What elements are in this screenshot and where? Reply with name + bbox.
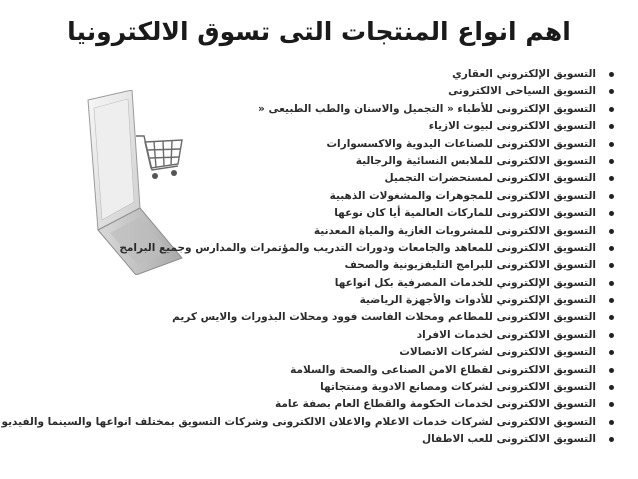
list-item-text: التسويق الالكترونى لخدمات الحكومة والقطاع العام بصفة عامة: [275, 398, 596, 411]
list-item: [58, 292, 618, 309]
list-item-text: التسويق الالكترونى للمطاعم ومحلات الفاست فوود ومحلات البذورات والايس كريم: [172, 311, 596, 324]
bullet-icon: [609, 124, 614, 129]
list-item: [58, 66, 618, 83]
list-item-text: التسويق الالكترونى لقطاع الامن الصناعى والصحة والسلامة: [290, 363, 596, 376]
bullet-icon: [609, 142, 614, 147]
bullet-icon: [609, 402, 614, 407]
bullet-icon: [609, 368, 614, 373]
list-item: [58, 362, 618, 379]
bullet-icon: [609, 315, 614, 320]
bullet-icon: [609, 194, 614, 199]
bullet-icon: [609, 350, 614, 355]
list-item-text: التسويق الالكترونى للمعاهد والجامعات ودورات التدريب والمؤتمرات والمدارس وجميع البرامج: [119, 241, 596, 254]
list-item-text: التسويق الإلكتروني العقاري: [452, 68, 596, 80]
slide-title: اهم انواع المنتجات التى تسوق الالكترونيا: [67, 17, 571, 46]
bullet-icon: [609, 437, 614, 442]
list-item: [58, 188, 618, 205]
list-item-text: التسويق الالكترونى للصناعات اليدوية والاكسسوارات: [326, 137, 596, 150]
list-item-text: التسويق الالكترونى لخدمات الافراد: [416, 328, 596, 341]
list-item: [58, 205, 618, 222]
list-item: [58, 240, 618, 257]
list-item-text: التسويق الإلكتروني للخدمات المصرفية بكل انواعها: [334, 276, 596, 289]
list-item: [58, 309, 618, 326]
list-item: [58, 431, 618, 448]
list-item: [58, 344, 618, 361]
list-item-text: التسويق الالكترونى للمشروبات الغازية والمياة المعدنية: [313, 224, 596, 237]
list-item-text: التسويق الالكترونى لبيوت الازياء: [428, 120, 596, 133]
bullet-icon: [609, 420, 614, 425]
list-item: [58, 396, 618, 413]
list-item-text: التسويق الالكترونى لشركات ومصانع الادوية ومنتجاتها: [320, 381, 596, 394]
list-item: [58, 223, 618, 240]
list-item: [1, 414, 618, 431]
bullet-icon: [609, 107, 614, 112]
list-item: [58, 275, 618, 292]
list-item: [58, 153, 618, 170]
product-list: [1, 66, 618, 449]
list-item-text: التسويق الالكترونى للمجوهرات والمشغولات الذهبية: [329, 189, 596, 202]
list-item-text: التسويق الالكترونى لشركات الاتصالات: [399, 346, 596, 359]
bullet-icon: [609, 263, 614, 268]
list-item: [58, 170, 618, 187]
list-item-text: التسويق الالكترونى للبرامج التليفزيونية والصحف: [344, 259, 596, 272]
bullet-icon: [609, 246, 614, 251]
list-item-text: التسويق الالكترونى للماركات العالمية أيا كان نوعها: [334, 207, 596, 220]
list-item-text: التسويق الإلكترونى للأطباء « التجميل والاسنان والطب الطبيعى «: [258, 102, 596, 115]
list-item: [58, 257, 618, 274]
bullet-icon: [609, 89, 614, 94]
bullet-icon: [609, 385, 614, 390]
list-item-text: التسويق الإلكتروني للأدوات والأجهزة الرياضية: [359, 294, 596, 307]
list-item-text: التسويق السياحى الالكترونى: [448, 85, 596, 98]
list-item-text: التسويق الالكترونى لمستحضرات التجميل: [384, 172, 596, 185]
list-item: [58, 118, 618, 135]
list-item: [58, 379, 618, 396]
list-item: [58, 101, 618, 118]
bullet-icon: [609, 211, 614, 216]
bullet-icon: [609, 176, 614, 181]
list-item-text: التسويق الالكترونى لشركات خدمات الاعلام والاعلان الالكترونى وشركات التسويق بمختلف انواعها والسينما والفيديو: [1, 415, 596, 428]
bullet-icon: [609, 281, 614, 286]
list-item-text: التسويق الالكترونى للعب الاطفال: [421, 433, 596, 446]
bullet-icon: [609, 159, 614, 164]
bullet-icon: [609, 229, 614, 234]
bullet-icon: [609, 333, 614, 338]
list-item: [58, 327, 618, 344]
bullet-icon: [609, 72, 614, 77]
list-item: [58, 136, 618, 153]
list-item-text: التسويق الالكترونى للملابس النسائية والرجالية: [355, 154, 596, 167]
bullet-icon: [609, 298, 614, 303]
list-item: [58, 83, 618, 100]
